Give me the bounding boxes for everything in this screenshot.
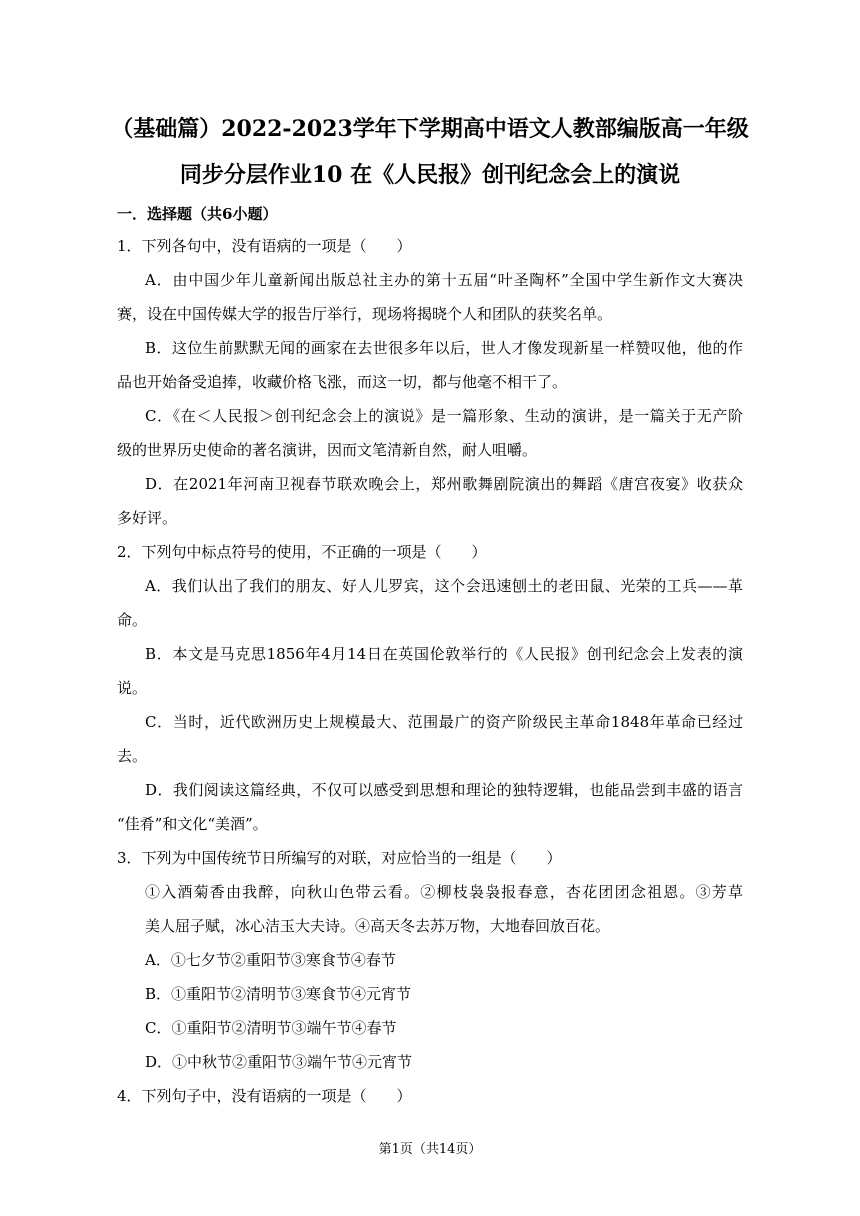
- q1-option-b-line-1: B．这位生前默默无闻的画家在去世很多年以后，世人才像发现新星一样赞叹他，他的作: [145, 339, 743, 357]
- q3-option-c: C．①重阳节②清明节③端午节④春节: [145, 1019, 397, 1037]
- q1-option-a-line-2: 赛，设在中国传媒大学的报告厅举行，现场将揭晓个人和团队的获奖名单。: [117, 305, 613, 323]
- question-4: 4．下列句子中，没有语病的一项是（ ）: [117, 1087, 412, 1105]
- q2-option-d-line-2: “佳肴”和文化“美酒”。: [117, 815, 268, 833]
- question-2: 2．下列句中标点符号的使用，不正确的一项是（ ）: [117, 543, 487, 561]
- q3-option-a: A．①七夕节②重阳节③寒食节④春节: [145, 951, 396, 969]
- q1-option-c-line-2: 级的世界历史使命的著名演讲，因而文笔清新自然，耐人咀嚼。: [117, 441, 538, 459]
- q2-option-b-line-2: 说。: [117, 679, 148, 697]
- q2-option-c-line-1: C．当时，近代欧洲历史上规模最大、范围最广的资产阶级民主革命1848年革命已经过: [145, 713, 743, 731]
- q3-option-d: D．①中秋节②重阳节③端午节④元宵节: [145, 1053, 413, 1071]
- section-heading: 一．选择题（共6小题）: [117, 205, 278, 223]
- q2-option-a-line-1: A．我们认出了我们的朋友、好人儿罗宾，这个会迅速刨土的老田鼠、光荣的工兵——革: [145, 577, 743, 595]
- q2-option-b-line-1: B．本文是马克思1856年4月14日在英国伦敦举行的《人民报》创刊纪念会上发表的演: [145, 645, 743, 663]
- q1-option-a-line-1: A．由中国少年儿童新闻出版总社主办的第十五届“叶圣陶杯”全国中学生新作文大赛决: [145, 271, 743, 289]
- document-title-line-2: 同步分层作业10 在《人民报》创刊纪念会上的演说: [179, 162, 681, 188]
- q1-option-c-line-1: C．《在＜人民报＞创刊纪念会上的演说》是一篇形象、生动的演讲，是一篇关于无产阶: [145, 407, 743, 425]
- q2-option-c-line-2: 去。: [117, 747, 148, 765]
- document-title-line-1: （基础篇）2022-2023学年下学期高中语文人教部编版高一年级: [111, 116, 749, 142]
- q1-option-d-line-1: D．在2021年河南卫视春节联欢晚会上，郑州歌舞剧院演出的舞蹈《唐宫夜宴》收获众: [145, 475, 743, 493]
- q2-option-d-line-1: D．我们阅读这篇经典，不仅可以感受到思想和理论的独特逻辑，也能品尝到丰盛的语言: [145, 781, 743, 799]
- q2-option-a-line-2: 命。: [117, 611, 148, 629]
- page-footer: 第1页（共14页）: [378, 1142, 482, 1157]
- q3-option-b: B．①重阳节②清明节③寒食节④元宵节: [145, 985, 412, 1003]
- question-1: 1．下列各句中，没有语病的一项是（ ）: [117, 237, 412, 255]
- q3-couplets-line-1: ①入酒菊香由我醉，向秋山色带云看。②柳枝袅袅报春意，杏花团团念祖恩。③芳草: [145, 883, 743, 901]
- question-3: 3．下列为中国传统节日所编写的对联，对应恰当的一组是（ ）: [117, 849, 562, 867]
- q3-couplets-line-2: 美人屈子赋，冰心洁玉大夫诗。④高天冬去苏万物，大地春回放百花。: [145, 917, 611, 935]
- q1-option-d-line-2: 多好评。: [117, 509, 178, 527]
- q1-option-b-line-2: 品也开始备受追捧，收藏价格飞涨，而这一切，都与他毫不相干了。: [117, 373, 568, 391]
